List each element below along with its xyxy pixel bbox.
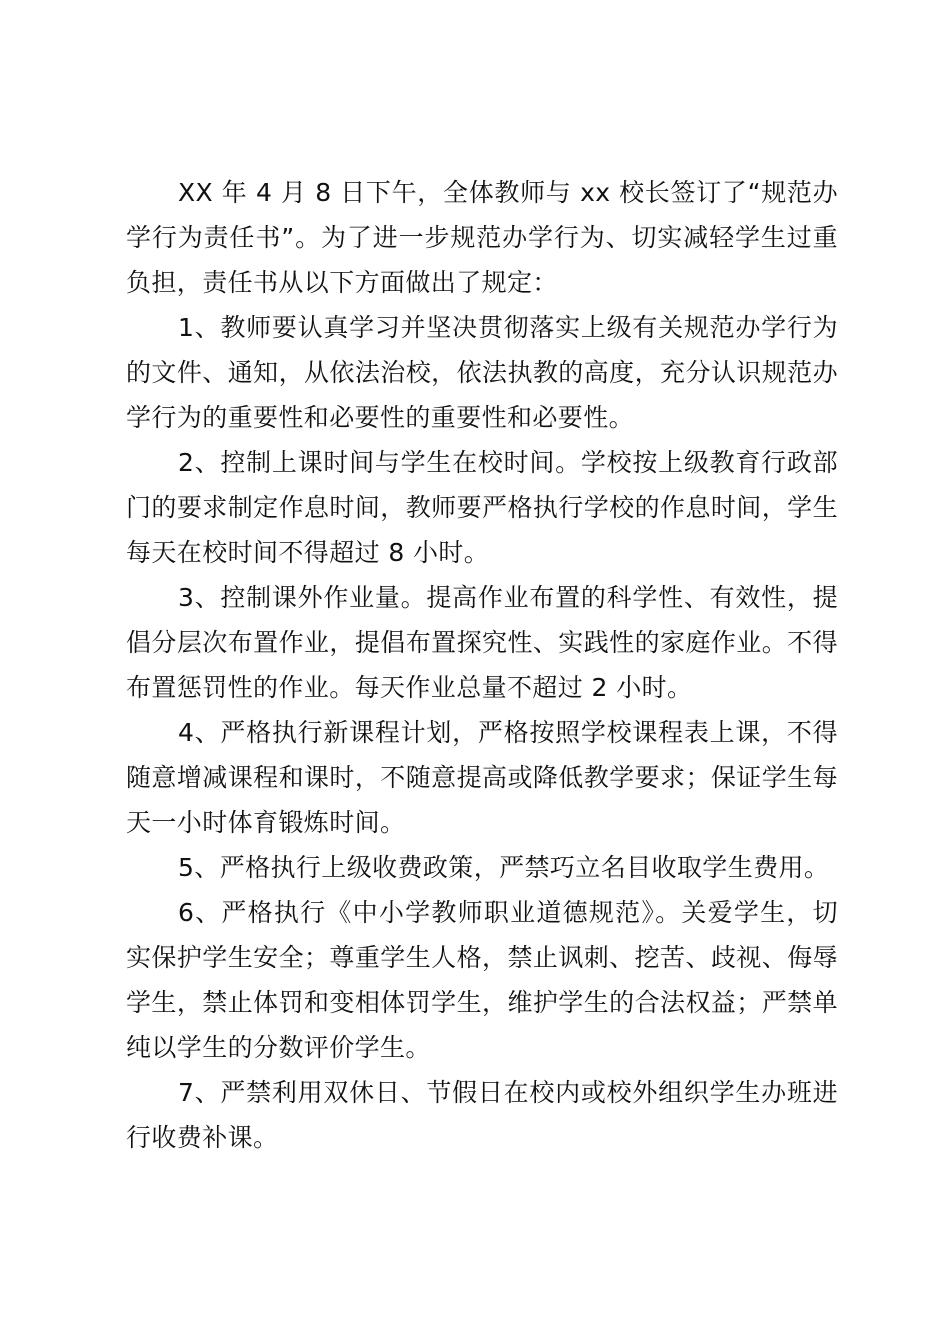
rule-3-paragraph: 3、控制课外作业量。提高作业布置的科学性、有效性，提倡分层次布置作业，提倡布置探究性、实践性的家庭作业。不得布置惩罚性的作业。每天作业总量不超过 2 小时。	[126, 583, 838, 702]
rule-5-paragraph: 5、严格执行上级收费政策，严禁巧立名目收取学生费用。	[178, 853, 830, 882]
rule-6-paragraph: 6、严格执行《中小学教师职业道德规范》。关爱学生，切实保护学生安全；尊重学生人格，禁止讽刺、挖苦、歧视、侮辱学生，禁止体罚和变相体罚学生，维护学生的合法权益；严禁单纯以学生的分数评价学生。	[126, 898, 838, 1062]
document-body	[126, 170, 838, 1160]
intro-paragraph: XX 年 4 月 8 日下午，全体教师与 xx 校长签订了“规范办学行为责任书”。为了进一步规范办学行为、切实减轻学生过重负担，责任书从以下方面做出了规定：	[126, 178, 838, 297]
rule-7-paragraph: 7、严禁利用双休日、节假日在校内或校外组织学生办班进行收费补课。	[126, 1078, 838, 1152]
rule-2-paragraph: 2、控制上课时间与学生在校时间。学校按上级教育行政部门的要求制定作息时间，教师要严格执行学校的作息时间，学生每天在校时间不得超过 8 小时。	[126, 448, 838, 567]
rule-4-paragraph: 4、严格执行新课程计划，严格按照学校课程表上课，不得随意增减课程和课时，不随意提高或降低教学要求；保证学生每天一小时体育锻炼时间。	[126, 718, 838, 837]
rule-1-paragraph: 1、教师要认真学习并坚决贯彻落实上级有关规范办学行为的文件、通知，从依法治校，依法执教的高度，充分认识规范办学行为的重要性和必要性的重要性和必要性。	[126, 313, 838, 432]
